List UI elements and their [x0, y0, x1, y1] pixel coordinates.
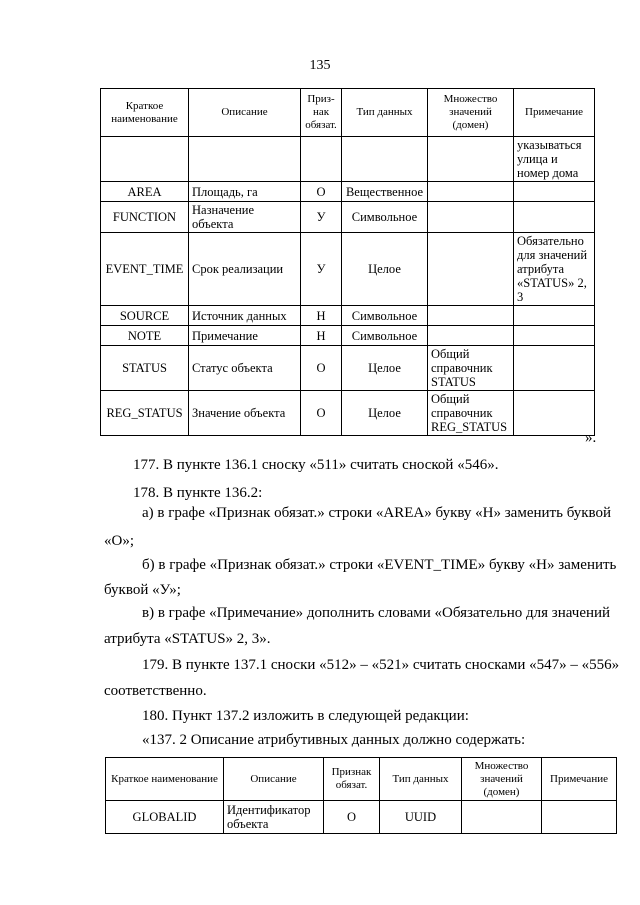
- header-description: Описание: [224, 758, 324, 801]
- paragraph-178-c-line1: в) в графе «Примечание» дополнить словами «Обязательно для значений: [142, 605, 611, 621]
- cell-description: Назначение объекта: [189, 202, 301, 233]
- cell-data-type: Символьное: [342, 326, 428, 346]
- cell-short-name: STATUS: [101, 346, 189, 391]
- table-row: [101, 326, 595, 346]
- table-row: [101, 202, 595, 233]
- paragraph-178: 178. В пункте 136.2:: [133, 485, 263, 501]
- paragraph-179-line1: 179. В пункте 137.1 сноски «512» – «521» считать сносками «547» – «556»: [142, 657, 620, 673]
- cell-required: У: [301, 233, 342, 306]
- paragraph-178-b-line1: б) в графе «Признак обязат.» строки «EVENT_TIME» букву «Н» заменить: [142, 557, 617, 573]
- cell-required: О: [324, 801, 380, 834]
- cell-data-type: [342, 137, 428, 182]
- cell-domain: [428, 182, 514, 202]
- cell-domain: [428, 326, 514, 346]
- cell-note: [514, 182, 595, 202]
- cell-required: [301, 137, 342, 182]
- cell-note: [514, 326, 595, 346]
- cell-description: Идентификатор объекта: [224, 801, 324, 834]
- header-domain: Множество значений (домен): [462, 758, 542, 801]
- cell-description: [189, 137, 301, 182]
- cell-domain: Общий справочник STATUS: [428, 346, 514, 391]
- closing-quote: ».: [585, 430, 597, 446]
- header-required: Признак обязат.: [324, 758, 380, 801]
- cell-required: Н: [301, 326, 342, 346]
- attribute-table-1: [100, 88, 595, 436]
- cell-short-name: AREA: [101, 182, 189, 202]
- header-domain: Множество значений (домен): [428, 89, 514, 137]
- cell-data-type: Вещественное: [342, 182, 428, 202]
- cell-short-name: NOTE: [101, 326, 189, 346]
- cell-required: О: [301, 346, 342, 391]
- cell-description: Источник данных: [189, 306, 301, 326]
- cell-domain: [462, 801, 542, 834]
- paragraph-178-b-line2: буквой «У»;: [104, 582, 181, 598]
- cell-short-name: EVENT_TIME: [101, 233, 189, 306]
- cell-note: [542, 801, 617, 834]
- cell-domain: [428, 306, 514, 326]
- cell-required: О: [301, 391, 342, 436]
- table-row: [101, 306, 595, 326]
- cell-description: Статус объекта: [189, 346, 301, 391]
- cell-data-type: Символьное: [342, 202, 428, 233]
- cell-description: Площадь, га: [189, 182, 301, 202]
- header-required: Приз-нак обязат.: [301, 89, 342, 137]
- cell-short-name: SOURCE: [101, 306, 189, 326]
- paragraph-178-c-line2: атрибута «STATUS» 2, 3».: [104, 631, 271, 647]
- cell-short-name: GLOBALID: [106, 801, 224, 834]
- cell-short-name: [101, 137, 189, 182]
- header-short-name: Краткое наименование: [101, 89, 189, 137]
- cell-data-type: UUID: [380, 801, 462, 834]
- table-row: [101, 233, 595, 306]
- cell-note: [514, 202, 595, 233]
- cell-data-type: Целое: [342, 391, 428, 436]
- cell-short-name: FUNCTION: [101, 202, 189, 233]
- cell-note: [514, 346, 595, 391]
- table-row: [101, 182, 595, 202]
- cell-description: Значение объекта: [189, 391, 301, 436]
- cell-domain: [428, 202, 514, 233]
- table-header-row: [101, 89, 595, 137]
- cell-data-type: Символьное: [342, 306, 428, 326]
- paragraph-180: 180. Пункт 137.2 изложить в следующей редакции:: [142, 708, 469, 724]
- cell-description: Примечание: [189, 326, 301, 346]
- cell-short-name: REG_STATUS: [101, 391, 189, 436]
- cell-data-type: Целое: [342, 346, 428, 391]
- cell-description: Срок реализации: [189, 233, 301, 306]
- cell-note: [514, 391, 595, 436]
- table-row: [101, 346, 595, 391]
- paragraph-179-line2: соответственно.: [104, 683, 207, 699]
- cell-required: Н: [301, 306, 342, 326]
- cell-data-type: Целое: [342, 233, 428, 306]
- page-number: 135: [309, 58, 331, 73]
- cell-domain: [428, 233, 514, 306]
- header-data-type: Тип данных: [380, 758, 462, 801]
- header-short-name: Краткое наименование: [106, 758, 224, 801]
- paragraph-137-2-intro: «137. 2 Описание атрибутивных данных должно содержать:: [142, 732, 526, 748]
- cell-required: О: [301, 182, 342, 202]
- cell-domain: Общий справочник REG_STATUS: [428, 391, 514, 436]
- header-data-type: Тип данных: [342, 89, 428, 137]
- cell-required: У: [301, 202, 342, 233]
- paragraph-177: 177. В пункте 136.1 сноску «511» считать сноской «546».: [133, 457, 499, 473]
- cell-note: [514, 306, 595, 326]
- cell-note: Обязательно для значений атрибута «STATUS» 2, 3: [514, 233, 595, 306]
- table-row: [101, 137, 595, 182]
- table-header-row: [106, 758, 617, 801]
- header-note: Примечание: [514, 89, 595, 137]
- attribute-table-2: [105, 757, 617, 834]
- cell-domain: [428, 137, 514, 182]
- table-row: [106, 801, 617, 834]
- paragraph-178-a-line1: а) в графе «Признак обязат.» строки «AREA» букву «Н» заменить буквой: [142, 505, 612, 521]
- header-description: Описание: [189, 89, 301, 137]
- table-row: [101, 391, 595, 436]
- paragraph-178-a-line2: «О»;: [104, 533, 134, 549]
- cell-note: указываться улица и номер дома: [514, 137, 595, 182]
- header-note: Примечание: [542, 758, 617, 801]
